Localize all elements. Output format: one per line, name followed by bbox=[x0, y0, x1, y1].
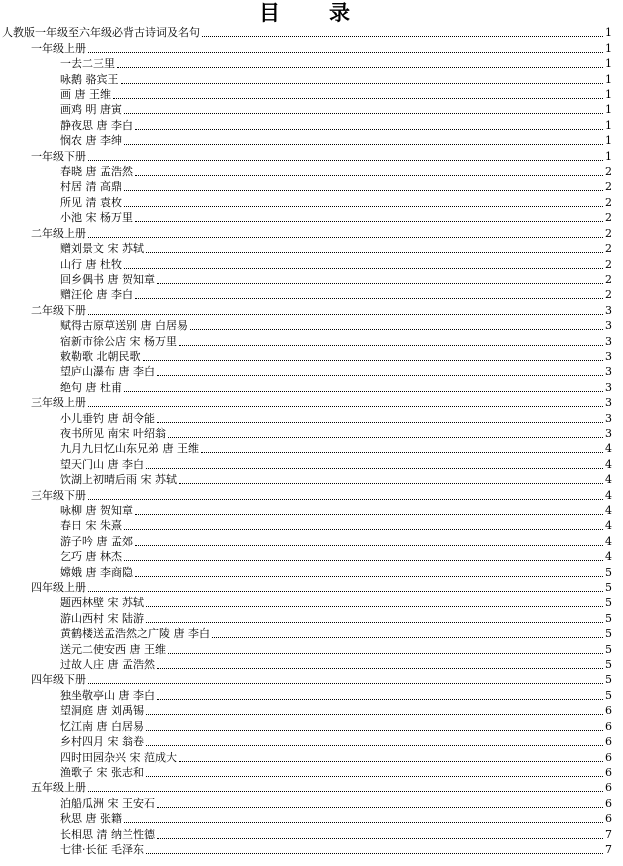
toc-page-number: 6 bbox=[605, 750, 612, 764]
toc-entry-title: 四时田园杂兴 宋 范成大 bbox=[60, 750, 177, 764]
toc-page-number: 1 bbox=[605, 26, 612, 40]
toc-entry[interactable] bbox=[0, 532, 612, 547]
toc-entry[interactable] bbox=[0, 471, 612, 486]
toc-entry[interactable] bbox=[0, 70, 612, 85]
toc-entry-title: 小儿垂钓 唐 胡令能 bbox=[60, 411, 155, 425]
toc-page-number: 2 bbox=[605, 180, 612, 194]
toc-dot-leader bbox=[135, 545, 603, 546]
toc-dot-leader bbox=[168, 653, 603, 654]
toc-entry[interactable] bbox=[0, 271, 612, 286]
toc-dot-leader bbox=[88, 683, 603, 684]
toc-entry-title: 村居 清 高鼎 bbox=[60, 180, 122, 194]
toc-entry[interactable] bbox=[0, 425, 612, 440]
toc-grade-heading[interactable] bbox=[0, 579, 612, 594]
toc-grade-heading[interactable] bbox=[0, 779, 612, 794]
toc-entry-title: 画 唐 王维 bbox=[60, 88, 111, 102]
toc-entry[interactable] bbox=[0, 440, 612, 455]
toc-dot-leader bbox=[202, 36, 603, 37]
toc-page-number: 3 bbox=[605, 319, 612, 333]
toc-grade-heading[interactable] bbox=[0, 394, 612, 409]
toc-entry-title: 泊船瓜洲 宋 王安石 bbox=[60, 796, 155, 810]
toc-entry[interactable] bbox=[0, 55, 612, 70]
toc-entry[interactable] bbox=[0, 163, 612, 178]
toc-entry-title: 乡村四月 宋 翁卷 bbox=[60, 735, 144, 749]
toc-page-number: 6 bbox=[605, 704, 612, 718]
toc-dot-leader bbox=[124, 206, 603, 207]
toc-entry[interactable] bbox=[0, 502, 612, 517]
toc-dot-leader bbox=[124, 529, 603, 530]
toc-entry[interactable] bbox=[0, 640, 612, 655]
toc-entry[interactable] bbox=[0, 563, 612, 578]
toc-page-number: 6 bbox=[605, 765, 612, 779]
toc-page-number: 3 bbox=[605, 396, 612, 410]
toc-grade-heading[interactable] bbox=[0, 671, 612, 686]
toc-dot-leader bbox=[179, 483, 603, 484]
toc-page-number: 6 bbox=[605, 796, 612, 810]
toc-page-number: 3 bbox=[605, 380, 612, 394]
toc-dot-leader bbox=[146, 776, 603, 777]
toc-entry-title: 嫦娥 唐 李商隐 bbox=[60, 565, 133, 579]
toc-entry-title: 一年级上册 bbox=[31, 41, 86, 55]
toc-dot-leader bbox=[88, 314, 603, 315]
toc-dot-leader bbox=[157, 422, 603, 423]
toc-entry-title: 小池 宋 杨万里 bbox=[60, 211, 133, 225]
toc-entry-title: 夜书所见 南宋 叶绍翁 bbox=[60, 426, 166, 440]
toc-entry[interactable] bbox=[0, 332, 612, 347]
toc-entry-title: 游山西村 宋 陆游 bbox=[60, 611, 144, 625]
toc-dot-leader bbox=[88, 406, 603, 407]
toc-entry[interactable] bbox=[0, 810, 612, 825]
toc-page-number: 5 bbox=[605, 658, 612, 672]
toc-entry-title: 赋得古原草送别 唐 白居易 bbox=[60, 319, 188, 333]
toc-page-number: 5 bbox=[605, 596, 612, 610]
toc-dot-leader bbox=[135, 514, 603, 515]
toc-dot-leader bbox=[146, 252, 603, 253]
toc-page-number: 2 bbox=[605, 211, 612, 225]
toc-dot-leader bbox=[168, 437, 603, 438]
toc-page-number: 2 bbox=[605, 226, 612, 240]
toc-dot-leader bbox=[157, 699, 603, 700]
toc-page-number: 2 bbox=[605, 257, 612, 271]
toc-entry-title: 山行 唐 杜牧 bbox=[60, 257, 122, 271]
toc-entry-title: 四年级下册 bbox=[31, 673, 86, 687]
toc-entry[interactable] bbox=[0, 178, 612, 193]
toc-entry-title: 咏柳 唐 贺知章 bbox=[60, 504, 133, 517]
toc-page-number: 4 bbox=[605, 457, 612, 471]
toc-page-number: 3 bbox=[605, 334, 612, 348]
toc-page-number: 5 bbox=[605, 627, 612, 641]
toc-grade-heading[interactable] bbox=[0, 224, 612, 239]
toc-dot-leader bbox=[135, 221, 603, 222]
toc-dot-leader bbox=[146, 745, 603, 746]
toc-entry-title: 悯农 唐 李绅 bbox=[60, 134, 122, 148]
toc-dot-leader bbox=[124, 113, 603, 114]
toc-entry-title: 忆江南 唐 白居易 bbox=[60, 719, 144, 733]
toc-entry-title: 饮湖上初晴后雨 宋 苏轼 bbox=[60, 473, 177, 487]
toc-dot-leader bbox=[88, 237, 603, 238]
toc-dot-leader bbox=[146, 730, 603, 731]
toc-entry-title: 秋思 唐 张籍 bbox=[60, 812, 122, 826]
toc-dot-leader bbox=[124, 560, 603, 561]
toc-entry-title: 赠汪伦 唐 李白 bbox=[60, 288, 133, 302]
toc-page-number: 1 bbox=[605, 149, 612, 163]
toc-dot-leader bbox=[179, 761, 603, 762]
toc-entry[interactable] bbox=[0, 717, 612, 732]
toc-entry-title: 渔歌子 宋 张志和 bbox=[60, 765, 144, 779]
toc-entry-title: 乞巧 唐 林杰 bbox=[60, 550, 122, 564]
toc-entry[interactable] bbox=[0, 317, 612, 332]
toc-entry[interactable] bbox=[0, 409, 612, 424]
toc-entry-title: 二年级上册 bbox=[31, 226, 86, 240]
toc-entry-title: 九月九日忆山东兄弟 唐 王维 bbox=[60, 442, 199, 456]
toc-entry[interactable] bbox=[0, 656, 612, 671]
toc-dot-leader bbox=[124, 822, 603, 823]
toc-page-number: 2 bbox=[605, 242, 612, 256]
toc-dot-leader bbox=[88, 52, 603, 53]
toc-dot-leader bbox=[201, 452, 603, 453]
toc-page-number: 4 bbox=[605, 488, 612, 502]
toc-entry-title: 绝句 唐 杜甫 bbox=[60, 380, 122, 394]
toc-page-number: 5 bbox=[605, 611, 612, 625]
toc-dot-leader bbox=[124, 144, 603, 145]
toc-entry-title: 长相思 清 纳兰性德 bbox=[60, 827, 155, 841]
toc-dot-leader bbox=[88, 791, 603, 792]
toc-dot-leader bbox=[146, 468, 603, 469]
toc-entry[interactable] bbox=[0, 193, 612, 208]
toc-dot-leader bbox=[179, 345, 603, 346]
toc-entry[interactable] bbox=[0, 348, 612, 363]
toc-entry-title: 回乡偶书 唐 贺知章 bbox=[60, 272, 155, 286]
toc-entry-title: 一年级下册 bbox=[31, 149, 86, 163]
toc-section-heading[interactable] bbox=[0, 24, 612, 39]
toc-page-number: 7 bbox=[605, 842, 612, 856]
toc-dot-leader bbox=[146, 714, 603, 715]
toc-entry[interactable] bbox=[0, 702, 612, 717]
toc-page-number: 2 bbox=[605, 288, 612, 302]
toc-page-number: 4 bbox=[605, 442, 612, 456]
toc-page-number: 2 bbox=[605, 272, 612, 286]
toc-page-number: 5 bbox=[605, 688, 612, 702]
toc-dot-leader bbox=[157, 807, 603, 808]
toc-page-number: 4 bbox=[605, 550, 612, 564]
toc-entry-title: 游子吟 唐 孟郊 bbox=[60, 534, 133, 548]
toc-entry-title: 静夜思 唐 李白 bbox=[60, 118, 133, 132]
toc-entry-title: 赠刘景文 宋 苏轼 bbox=[60, 242, 144, 256]
toc-entry-title: 望庐山瀑布 唐 李白 bbox=[60, 365, 155, 379]
toc-page-number: 1 bbox=[605, 41, 612, 55]
toc-page-number: 1 bbox=[605, 103, 612, 117]
toc-page-number: 3 bbox=[605, 426, 612, 440]
page-title: 目 录 bbox=[259, 1, 364, 25]
toc-page-number: 3 bbox=[605, 303, 612, 317]
toc-page-number: 1 bbox=[605, 118, 612, 132]
toc-entry-title: 一去二三里 bbox=[60, 57, 115, 71]
toc-entry-title: 望天门山 唐 李白 bbox=[60, 457, 144, 471]
toc-page-number: 1 bbox=[605, 134, 612, 148]
toc-dot-leader bbox=[146, 622, 603, 623]
toc-page-number: 4 bbox=[605, 519, 612, 533]
toc-entry-title: 三年级下册 bbox=[31, 488, 86, 502]
toc-entry[interactable] bbox=[0, 594, 612, 609]
toc-grade-heading[interactable] bbox=[0, 39, 612, 54]
toc-page-number: 4 bbox=[605, 504, 612, 517]
toc-page-number: 7 bbox=[605, 827, 612, 841]
toc-dot-leader bbox=[157, 283, 603, 284]
toc-dot-leader bbox=[121, 83, 604, 84]
toc-dot-leader bbox=[190, 329, 603, 330]
toc-page-number: 3 bbox=[605, 349, 612, 363]
toc-dot-leader bbox=[157, 375, 603, 376]
toc-dot-leader bbox=[88, 499, 603, 500]
toc-page-number: 3 bbox=[605, 365, 612, 379]
toc-entry[interactable] bbox=[0, 255, 612, 270]
toc-page-number: 5 bbox=[605, 581, 612, 595]
toc-entry-title: 画鸡 明 唐寅 bbox=[60, 103, 122, 117]
toc-entry-title: 过故人庄 唐 孟浩然 bbox=[60, 658, 155, 672]
toc-dot-leader bbox=[135, 129, 603, 130]
toc-entry[interactable] bbox=[0, 378, 612, 393]
toc-entry-title: 黄鹤楼送孟浩然之广陵 唐 李白 bbox=[60, 627, 210, 641]
toc-dot-leader bbox=[157, 838, 603, 839]
toc-page-number: 1 bbox=[605, 88, 612, 102]
toc-entry[interactable] bbox=[0, 455, 612, 470]
toc-entry[interactable] bbox=[0, 209, 612, 224]
toc-dot-leader bbox=[146, 853, 603, 854]
toc-page-number: 2 bbox=[605, 195, 612, 209]
toc-entry-title: 春日 宋 朱熹 bbox=[60, 519, 122, 533]
toc-entry[interactable] bbox=[0, 625, 612, 640]
toc-dot-leader bbox=[157, 668, 603, 669]
toc-entry-title: 人教版一年级至六年级必背古诗词及名句 bbox=[2, 26, 200, 40]
toc-entry-title: 所见 清 袁枚 bbox=[60, 195, 122, 209]
toc-entry-title: 宿新市徐公店 宋 杨万里 bbox=[60, 334, 177, 348]
toc-page-number: 1 bbox=[605, 72, 612, 86]
toc-entry-title: 独坐敬亭山 唐 李白 bbox=[60, 688, 155, 702]
toc-entry-title: 四年级上册 bbox=[31, 581, 86, 595]
toc-entry[interactable] bbox=[0, 363, 612, 378]
toc-entry[interactable] bbox=[0, 748, 612, 763]
toc-dot-leader bbox=[135, 175, 603, 176]
toc-entry[interactable] bbox=[0, 733, 612, 748]
toc-entry[interactable] bbox=[0, 548, 612, 563]
toc-dot-leader bbox=[146, 606, 603, 607]
toc-entry[interactable] bbox=[0, 116, 612, 131]
toc-dot-leader bbox=[124, 190, 603, 191]
toc-entry[interactable] bbox=[0, 609, 612, 624]
toc-dot-leader bbox=[88, 160, 603, 161]
toc-dot-leader bbox=[124, 391, 603, 392]
toc-page-number: 4 bbox=[605, 534, 612, 548]
toc-entry[interactable] bbox=[0, 286, 612, 301]
toc-entry-title: 七律·长征 毛泽东 bbox=[60, 842, 144, 856]
toc-entry-title: 春晓 唐 孟浩然 bbox=[60, 165, 133, 179]
toc-entry-title: 二年级下册 bbox=[31, 303, 86, 317]
toc-entry[interactable] bbox=[0, 841, 612, 856]
toc-dot-leader bbox=[113, 98, 603, 99]
toc-dot-leader bbox=[88, 591, 603, 592]
toc-entry[interactable] bbox=[0, 240, 612, 255]
toc-grade-heading[interactable] bbox=[0, 486, 612, 501]
toc-entry[interactable] bbox=[0, 517, 612, 532]
toc-entry-title: 三年级上册 bbox=[31, 396, 86, 410]
toc-dot-leader bbox=[135, 298, 603, 299]
toc-page-number: 1 bbox=[605, 57, 612, 71]
toc-page-number: 5 bbox=[605, 565, 612, 579]
toc-entry-title: 五年级上册 bbox=[31, 781, 86, 795]
toc-dot-leader bbox=[135, 576, 603, 577]
toc-entry-title: 题西林壁 宋 苏轼 bbox=[60, 596, 144, 610]
toc-page-number: 4 bbox=[605, 473, 612, 487]
toc-entry-title: 送元二使安西 唐 王维 bbox=[60, 642, 166, 656]
toc-entry-title: 咏鹅 骆宾王 bbox=[60, 72, 119, 86]
toc-page-number: 6 bbox=[605, 781, 612, 795]
toc-page-number: 5 bbox=[605, 673, 612, 687]
toc-dot-leader bbox=[143, 360, 604, 361]
toc-dot-leader bbox=[117, 67, 603, 68]
toc-grade-heading[interactable] bbox=[0, 147, 612, 162]
toc-entry[interactable] bbox=[0, 132, 612, 147]
toc-dot-leader bbox=[124, 268, 603, 269]
toc-entry[interactable] bbox=[0, 764, 612, 779]
toc-entry[interactable] bbox=[0, 686, 612, 701]
toc-page-number: 6 bbox=[605, 812, 612, 826]
toc-entry[interactable] bbox=[0, 825, 612, 840]
toc-entry-title: 敕勒歌 北朝民歌 bbox=[60, 349, 141, 363]
toc-entry-title: 望洞庭 唐 刘禹锡 bbox=[60, 704, 144, 718]
toc-page-number: 6 bbox=[605, 719, 612, 733]
toc-page-number: 3 bbox=[605, 411, 612, 425]
toc-entry[interactable] bbox=[0, 794, 612, 809]
toc-page-number: 5 bbox=[605, 642, 612, 656]
toc-entry[interactable] bbox=[0, 101, 612, 116]
toc-grade-heading[interactable] bbox=[0, 301, 612, 316]
toc-page-number: 6 bbox=[605, 735, 612, 749]
toc-dot-leader bbox=[212, 637, 603, 638]
toc-entry[interactable] bbox=[0, 86, 612, 101]
toc-page-number: 2 bbox=[605, 165, 612, 179]
table-of-contents bbox=[0, 24, 612, 856]
